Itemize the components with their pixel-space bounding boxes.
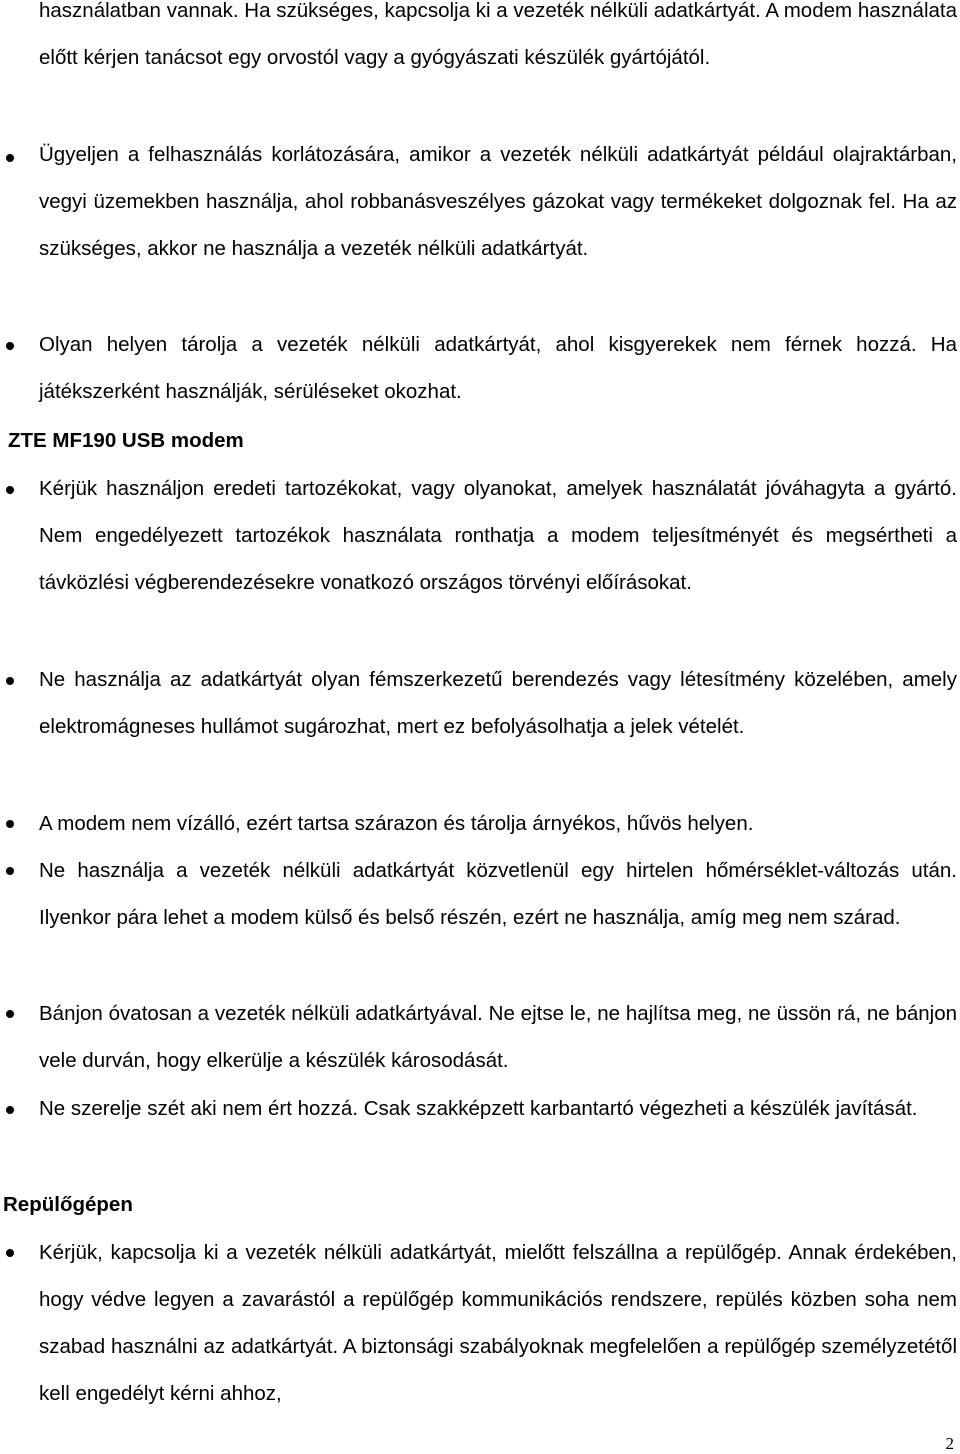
bullet-marker xyxy=(6,342,14,350)
bullet-marker xyxy=(6,1249,14,1257)
bullet-marker xyxy=(6,677,14,685)
bullet-text: Bánjon óvatosan a vezeték nélküli adatkártyával. Ne ejtse le, ne hajlítsa meg, ne üssön rá, ne bánjon vele durván, hogy elkerülje a készülék károsodását. xyxy=(39,1002,957,1072)
bullet-text: Ne szerelje szét aki nem ért hozzá. Csak szakképzett karbantartó végezheti a készülék javítását. xyxy=(39,1097,918,1120)
intro-paragraph: használatban vannak. Ha szükséges, kapcsolja ki a vezeték nélküli adatkártyát. A modem használata előtt kérjen tanácsot egy orvostól vagy a gyógyászati készülék gyártójától. xyxy=(39,0,957,69)
bullet-marker xyxy=(6,486,14,494)
bullet-marker xyxy=(6,154,14,162)
bullet-text: A modem nem vízálló, ezért tartsa szárazon és tárolja árnyékos, hűvös helyen. xyxy=(39,812,754,835)
bullet-marker xyxy=(6,1106,14,1114)
bullet-text: Ügyeljen a felhasználás korlátozására, amikor a vezeték nélküli adatkártyát például olajraktárban, vegyi üzemekben használja, ahol robbanásveszélyes gázokat vagy termékeket dolgoznak fel. Ha az szükséges, akkor ne használja a vezeték nélküli adatkártyát. xyxy=(39,143,957,260)
bullet-text: Olyan helyen tárolja a vezeték nélküli adatkártyát, ahol kisgyerekek nem férnek hozzá. Ha játékszerként használják, sérüléseket okozhat. xyxy=(39,333,957,403)
bullet-text: Ne használja az adatkártyát olyan fémszerkezetű berendezés vagy létesítmény közelében, amely elektromágneses hullámot sugározhat, mert ez befolyásolhatja a jelek vételét. xyxy=(39,668,957,738)
bullet-text: Ne használja a vezeték nélküli adatkártyát közvetlenül egy hirtelen hőmérséklet-változás után. Ilyenkor pára lehet a modem külső és belső részén, ezért ne használja, amíg meg nem szárad. xyxy=(39,859,957,929)
bullet-marker xyxy=(6,867,14,875)
section-heading-zte: ZTE MF190 USB modem xyxy=(8,429,244,452)
bullet-marker xyxy=(6,1010,14,1018)
section-heading-airplane: Repülőgépen xyxy=(3,1193,133,1216)
bullet-marker xyxy=(6,820,14,828)
page-number: 2 xyxy=(945,1434,954,1453)
bullet-text: Kérjük használjon eredeti tartozékokat, vagy olyanokat, amelyek használatát jóváhagyta a gyártó. Nem engedélyezett tartozékok használata ronthatja a modem teljesítményét és megsértheti a távközlési végberendezésekre vonatkozó országos törvényi előírásokat. xyxy=(39,477,957,594)
bullet-text: Kérjük, kapcsolja ki a vezeték nélküli adatkártyát, mielőtt felszállna a repülőgép. Annak érdekében, hogy védve legyen a zavarástól a repülőgép kommunikációs rendszere, repülés közben soha nem szabad használni az adatkártyát. A biztonsági szabályoknak megfelelően a repülőgép személyzetétől kell engedélyt kérni ahhoz, xyxy=(39,1241,957,1405)
